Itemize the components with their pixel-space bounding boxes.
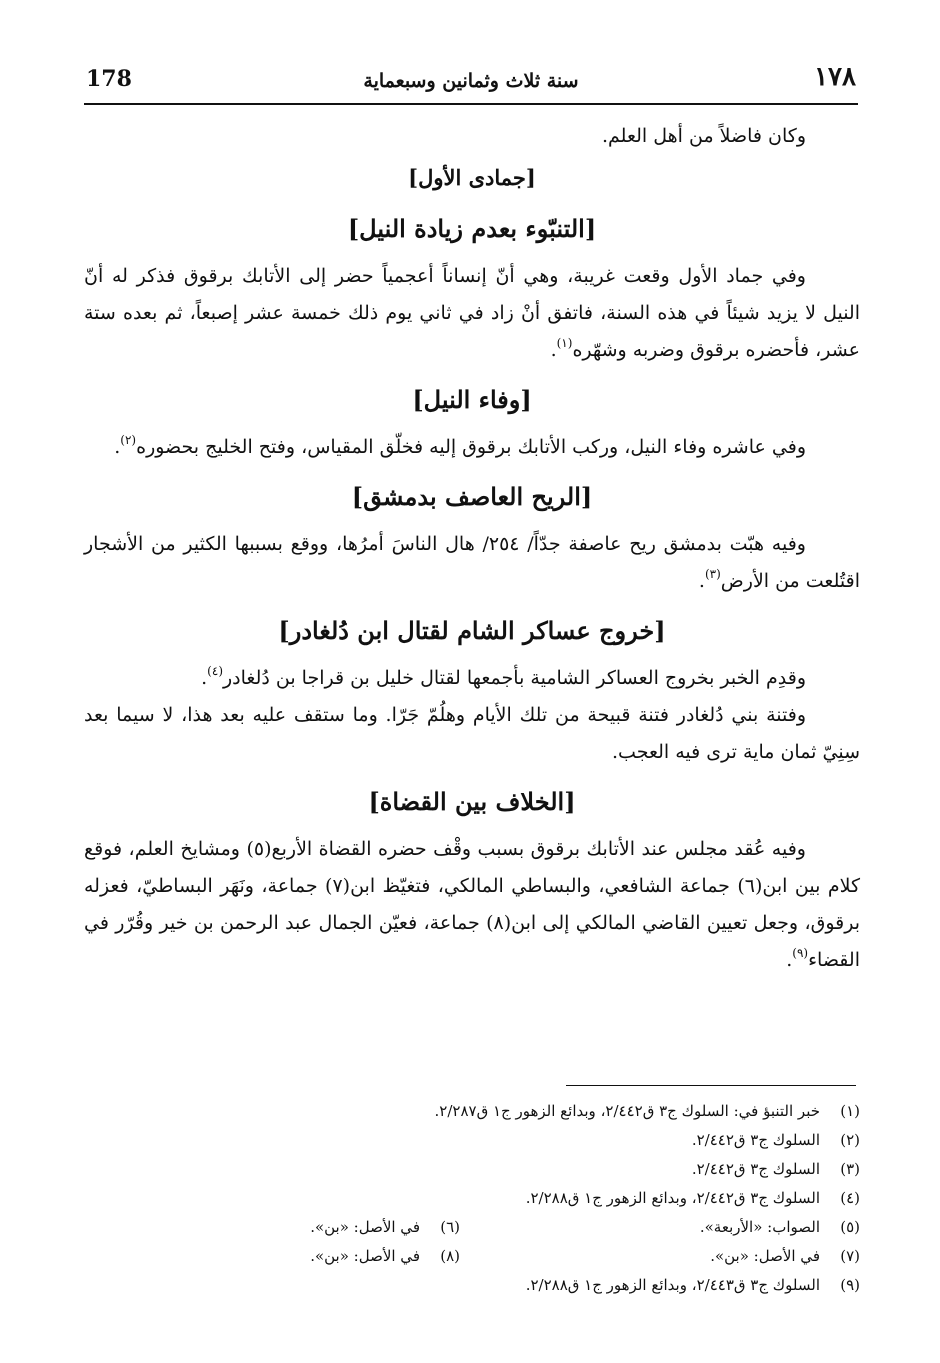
page-number-latin: 178 bbox=[86, 66, 132, 92]
section-heading: [التنبّوء بعدم زيادة النيل] bbox=[347, 214, 597, 243]
footnote: (٤) السلوك ج٣ ق٢/٤٤٢، وبدائع الزهور ج١ ق٢/٢٨٨. bbox=[525, 1189, 860, 1207]
section-heading: [وفاء النيل] bbox=[412, 385, 532, 414]
footnote-ref: (١) bbox=[556, 336, 573, 350]
footnote: (١) خبر التنبؤ في: السلوك ج٣ ق٢/٤٤٢، وبدائع الزهور ج١ ق٢/٢٨٧. bbox=[434, 1102, 860, 1120]
footnote-ref: (٢) bbox=[120, 433, 137, 447]
footnote: (٩) السلوك ج٣ ق٢/٤٤٣، وبدائع الزهور ج١ ق٢/٢٨٨. bbox=[525, 1276, 860, 1294]
paragraph: وفيه هبّت بدمشق ريح عاصفة جدّاً/ ٢٥٤/ هال الناسَ أمرُها، ووقع بسببها الكثير من الأشجار اقتُلعت من الأرض$^{(٣)}$. bbox=[84, 533, 860, 592]
footnote-rule bbox=[566, 1085, 856, 1086]
footnote-ref: (٣) bbox=[704, 567, 721, 581]
section-heading: [الخلاف بين القضاة] bbox=[368, 787, 576, 816]
footnote: (٢) السلوك ج٣ ق٢/٤٤٢. bbox=[691, 1131, 860, 1149]
page-number-arabic: ١٧٨ bbox=[814, 62, 856, 92]
footnote-ref: (٤) bbox=[207, 664, 223, 678]
footnote-ref: (٩) bbox=[792, 946, 809, 960]
section-heading: [الريح العاصف بدمشق] bbox=[351, 482, 593, 511]
header-rule bbox=[84, 103, 858, 105]
section-heading: [خروج عساكر الشام لقتال ابن دُلغادر] bbox=[278, 616, 666, 645]
footnote-pair: (٧) في الأصل: «بن». (٨) في الأصل: «بن». bbox=[310, 1247, 860, 1265]
paragraph: وقدِم الخبر بخروج العساكر الشامية بأجمعها لقتال خليل بن قراجا بن دُلغادر$^{(٤)}$. bbox=[201, 664, 806, 689]
running-title: سنة ثلاث وثمانين وسبعماية bbox=[363, 70, 579, 92]
paragraph: وفتنة بني دُلغادر فتنة قبيحة من تلك الأيام وهلُمّ جَرّا. وما ستقف عليه بعد هذا، لا سيما بعد سِنِيّ ثمان ماية ترى فيه العجب. bbox=[84, 704, 860, 763]
main-text bbox=[84, 118, 860, 979]
paragraph: وفي عاشره وفاء النيل، وركب الأتابك برقوق إليه فخلّق المقياس، وفتح الخليج بحضوره$^{(٢)}$. bbox=[114, 433, 806, 458]
paragraph: وفيه عُقد مجلس عند الأتابك برقوق بسبب وقْف حضره القضاة الأربع(٥) ومشايخ العلم، فوقع كلام بين ابن(٦) جماعة الشافعي، والبساطي المالكي، فتغيّظ ابن(٧) جماعة، ونَهَر البساطيّ، فعزله برقوق، وجعل تعيين القاضي المالكي إلى ابن(٨) جماعة، فعيّن الجمال عبد الرحمن بن خير وقُرّر في القضاء$^{(٩)}$. bbox=[84, 838, 861, 971]
page-header bbox=[86, 62, 856, 102]
footnote-pair: (٥) الصواب: «الأربعة». (٦) في الأصل: «بن». bbox=[310, 1218, 860, 1236]
footnotes bbox=[84, 1097, 860, 1300]
paragraph: وفي جماد الأول وقعت غريبة، وهي أنّ إنساناً أعجمياً حضر إلى الأتابك برقوق فذكر له أنّ النيل لا يزيد شيئاً في هذه السنة، فاتفق أنْ زاد في ثاني يوم ذلك خمسة عشر إصبعاً، ثم بعده ستة عشر، فأحضره برقوق وضربه وشهّره$^{(١)}$. bbox=[84, 265, 860, 361]
month-heading: [جمادى الأول] bbox=[408, 165, 536, 190]
intro-line: وكان فاضلاً من أهل العلم. bbox=[602, 125, 806, 147]
footnote: (٣) السلوك ج٣ ق٢/٤٤٢. bbox=[691, 1160, 860, 1178]
